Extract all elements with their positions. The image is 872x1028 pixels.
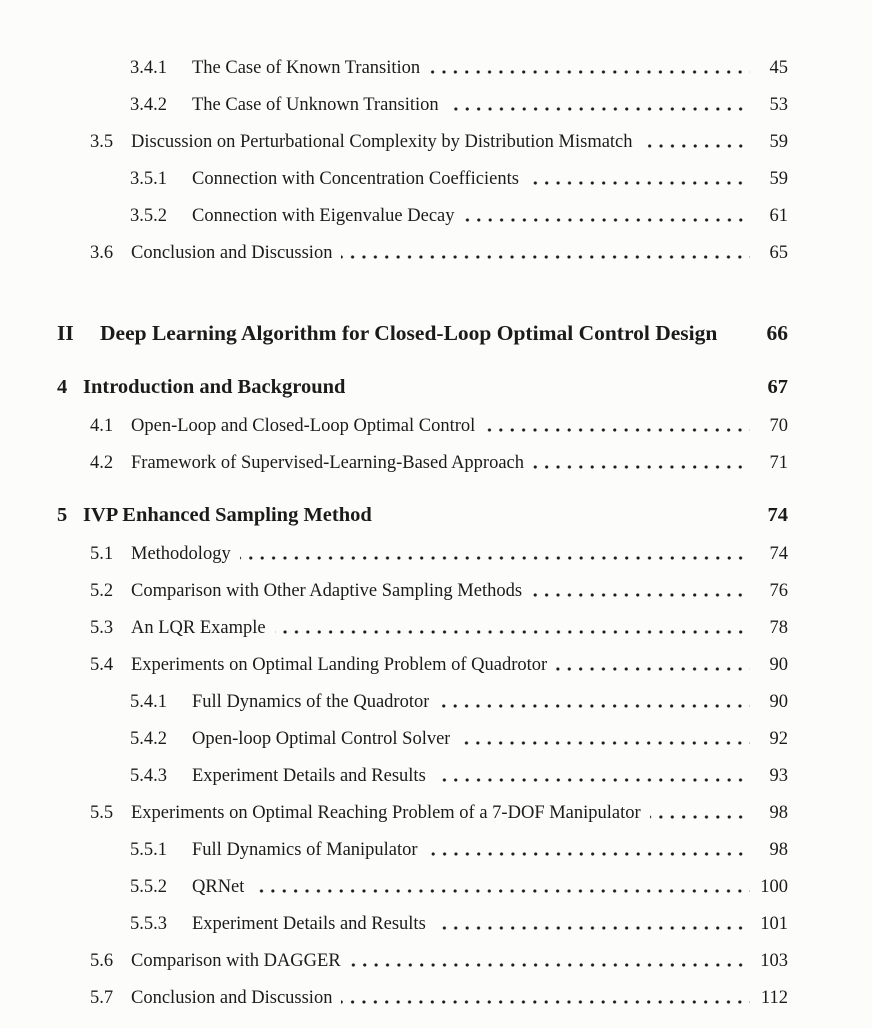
entry-number: 5.1 (90, 543, 114, 564)
dot-leader (642, 144, 750, 148)
dot-leader (528, 181, 750, 185)
entry-page-number: 90 (769, 691, 788, 712)
dot-leader (341, 255, 750, 259)
entry-page-number: 71 (769, 452, 788, 473)
dot-leader (448, 107, 750, 111)
entry-page-number: 78 (769, 617, 788, 638)
dot-leader (427, 852, 750, 856)
entry-number: 5.6 (90, 950, 114, 971)
entry-number: 5.5.2 (130, 876, 167, 897)
entry-title: The Case of Unknown Transition (192, 95, 439, 115)
toc-entry-II[interactable] (57, 308, 788, 345)
dot-leader (435, 778, 750, 782)
entry-number: 5.7 (90, 987, 114, 1008)
toc-entry-4-1[interactable] (57, 399, 788, 436)
toc-entry-5-5[interactable] (57, 786, 788, 823)
dot-leader (341, 1000, 750, 1004)
dot-leader (459, 741, 750, 745)
entry-number: 5.5.1 (130, 839, 167, 860)
toc-entry-3-4-2[interactable] (57, 78, 788, 115)
entry-title: Experiment Details and Results (192, 914, 426, 934)
entry-title: Experiment Details and Results (192, 766, 426, 786)
toc-entry-5-2[interactable] (57, 564, 788, 601)
entry-page-number: 74 (769, 543, 788, 564)
entry-page-number: 67 (767, 376, 788, 399)
entry-title: Methodology (131, 544, 231, 564)
entry-title: QRNet (192, 877, 245, 897)
entry-number: 3.5.1 (130, 168, 167, 189)
entry-page-number: 100 (760, 876, 788, 897)
entry-title: An LQR Example (131, 618, 266, 638)
dot-leader (429, 70, 750, 74)
entry-number: 5.2 (90, 580, 114, 601)
toc-entry-5-4-3[interactable] (57, 749, 788, 786)
toc-entry-3-5-1[interactable] (57, 152, 788, 189)
entry-page-number: 98 (769, 802, 788, 823)
entry-page-number: 61 (769, 205, 788, 226)
entry-number: 3.4.2 (130, 94, 167, 115)
toc-entry-4-2[interactable] (57, 436, 788, 473)
entry-number: 5.5.3 (130, 913, 167, 934)
toc-entry-5-4-2[interactable] (57, 712, 788, 749)
dot-leader (253, 889, 750, 893)
entry-title: Framework of Supervised-Learning-Based Approach (131, 453, 525, 473)
entry-page-number: 74 (767, 504, 788, 527)
entry-number: 5.4 (90, 654, 114, 675)
entry-title: Conclusion and Discussion (131, 988, 333, 1008)
toc-entry-5-5-1[interactable] (57, 823, 788, 860)
dot-leader (484, 428, 750, 432)
dot-leader (556, 667, 750, 671)
entry-number: 3.5 (90, 131, 114, 152)
entry-title: The Case of Known Transition (192, 58, 421, 78)
entry-page-number: 93 (769, 765, 788, 786)
entry-number: 3.4.1 (130, 57, 167, 78)
entry-number: 3.5.2 (130, 205, 167, 226)
dot-leader (531, 593, 750, 597)
entry-number: 5 (57, 504, 68, 527)
entry-page-number: 101 (760, 913, 788, 934)
entry-page-number: 59 (769, 131, 788, 152)
entry-page-number: 59 (769, 168, 788, 189)
entry-title: Full Dynamics of the Quadrotor (192, 692, 430, 712)
entry-title: Comparison with Other Adaptive Sampling Methods (131, 581, 523, 601)
dot-leader (350, 963, 750, 967)
entry-title: Open-loop Optimal Control Solver (192, 729, 451, 749)
entry-title: Comparison with DAGGER (131, 951, 341, 971)
dot-leader (275, 630, 750, 634)
toc-entry-5-4[interactable] (57, 638, 788, 675)
toc-entry-5[interactable] (57, 490, 788, 527)
toc-entry-4[interactable] (57, 362, 788, 399)
entry-number: 5.5 (90, 802, 114, 823)
toc-entry-5-5-2[interactable] (57, 860, 788, 897)
entry-title: Experiments on Optimal Landing Problem of Quadrotor (131, 655, 548, 675)
toc-entry-5-5-3[interactable] (57, 897, 788, 934)
entry-page-number: 92 (769, 728, 788, 749)
toc-entry-5-7[interactable] (57, 971, 788, 1008)
entry-page-number: 98 (769, 839, 788, 860)
toc-entry-5-3[interactable] (57, 601, 788, 638)
entry-number: 5.4.1 (130, 691, 167, 712)
entry-title: Introduction and Background (83, 377, 346, 399)
entry-page-number: 112 (760, 987, 788, 1008)
toc-entry-5-1[interactable] (57, 527, 788, 564)
entry-title: Experiments on Optimal Reaching Problem of a 7-DOF Manipulator (131, 803, 641, 823)
dot-leader (650, 815, 750, 819)
entry-page-number: 70 (769, 415, 788, 436)
dot-leader (435, 926, 750, 930)
entry-page-number: 76 (769, 580, 788, 601)
entry-number: 5.4.2 (130, 728, 167, 749)
entry-title: Deep Learning Algorithm for Closed-Loop Optimal Control Design (100, 322, 718, 345)
toc-entry-3-5[interactable] (57, 115, 788, 152)
entry-page-number: 90 (769, 654, 788, 675)
entry-page-number: 103 (760, 950, 788, 971)
entry-title: Connection with Eigenvalue Decay (192, 206, 455, 226)
entry-number: 5.3 (90, 617, 114, 638)
entry-page-number: 65 (769, 242, 788, 263)
entry-title: Full Dynamics of Manipulator (192, 840, 418, 860)
dot-leader (240, 556, 750, 560)
entry-title: Conclusion and Discussion (131, 243, 333, 263)
table-of-contents (57, 41, 788, 1008)
toc-entry-3-5-2[interactable] (57, 189, 788, 226)
entry-title: Connection with Concentration Coefficients (192, 169, 519, 189)
entry-page-number: 66 (766, 321, 788, 346)
entry-number: 4.1 (90, 415, 114, 436)
entry-number: 3.6 (90, 242, 114, 263)
toc-entry-3-4-1[interactable] (57, 41, 788, 78)
entry-page-number: 53 (769, 94, 788, 115)
dot-leader (438, 704, 750, 708)
entry-title: Open-Loop and Closed-Loop Optimal Control (131, 416, 476, 436)
toc-entry-5-6[interactable] (57, 934, 788, 971)
entry-number: 5.4.3 (130, 765, 167, 786)
entry-title: IVP Enhanced Sampling Method (83, 505, 372, 527)
entry-number: 4 (57, 376, 68, 399)
dot-leader (533, 465, 750, 469)
entry-title: Discussion on Perturbational Complexity by Distribution Mismatch (131, 132, 633, 152)
toc-entry-5-4-1[interactable] (57, 675, 788, 712)
dot-leader (464, 218, 750, 222)
entry-page-number: 45 (769, 57, 788, 78)
entry-number: 4.2 (90, 452, 114, 473)
entry-number: II (57, 321, 74, 346)
toc-entry-3-6[interactable] (57, 226, 788, 263)
